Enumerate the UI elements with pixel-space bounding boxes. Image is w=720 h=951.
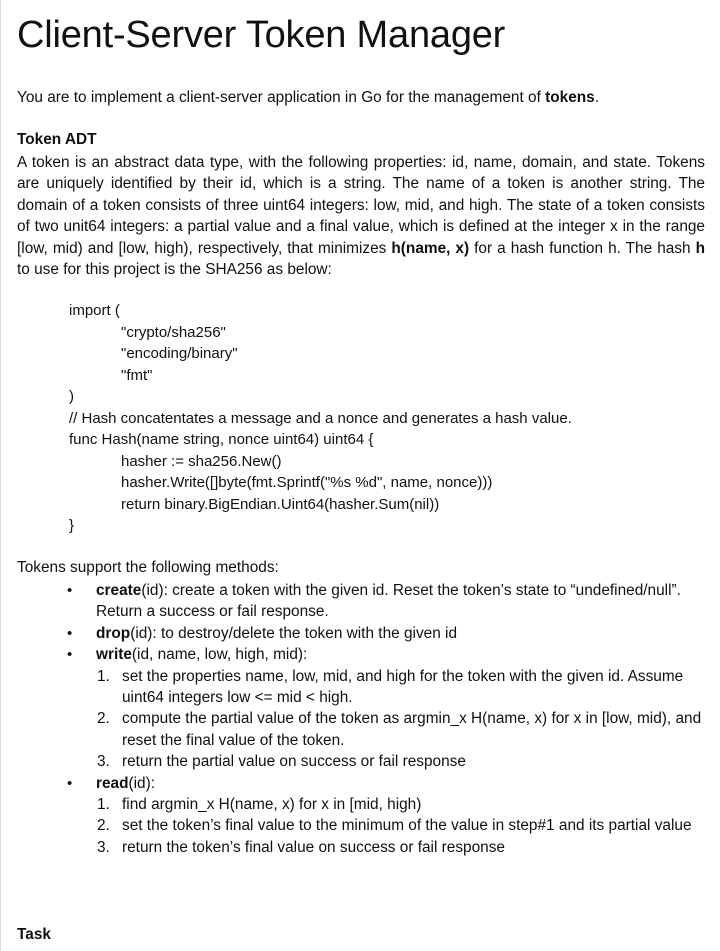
step-number: 1.	[97, 667, 110, 685]
method-description: (id, name, low, high, mid):	[131, 646, 308, 664]
bullet-icon: •	[67, 582, 73, 599]
task-heading: Task	[17, 926, 51, 943]
method-step	[17, 708, 707, 751]
method-item-read	[17, 773, 707, 794]
method-item-write	[17, 644, 707, 665]
intro-paragraph	[17, 89, 599, 107]
method-step	[17, 794, 707, 815]
method-description: (id):	[128, 774, 156, 792]
code-line: "encoding/binary"	[121, 345, 238, 362]
step-text: set the properties name, low, mid, and high for the token with the given id. Assume uint64 integers low <= mid < high.	[122, 667, 684, 707]
token-adt-heading: Token ADT	[17, 131, 97, 148]
intro-text: You are to implement a client-server application in Go for the management of	[17, 89, 546, 106]
intro-end: .	[594, 89, 600, 106]
method-step	[17, 815, 707, 836]
method-description: (id): to destroy/delete the token with the given id	[130, 624, 458, 642]
method-item-create	[17, 580, 707, 623]
token-adt-bold-2: h	[695, 239, 706, 257]
code-block	[69, 300, 572, 537]
step-text: find argmin_x H(name, x) for x in [mid, high)	[122, 796, 422, 814]
code-line: "crypto/sha256"	[121, 323, 226, 341]
step-number: 2.	[97, 817, 110, 835]
method-step	[17, 837, 707, 858]
step-number: 2.	[97, 710, 110, 728]
token-adt-bold-1: h(name, x)	[391, 239, 470, 257]
methods-intro: Tokens support the following methods:	[17, 559, 279, 576]
step-text: set the token’s final value to the minimum of the value in step#1 and its partial value	[122, 817, 692, 835]
method-description: (id): create a token with the given id. Reset the token’s state to “undefined/null”. Return a success or fail response.	[96, 582, 681, 621]
token-adt-text-2: for a hash function h. The hash	[469, 239, 696, 257]
code-line: hasher.Write([]byte(fmt.Sprintf("%s %d", name, nonce)))	[121, 474, 493, 491]
page-title: Client-Server Token Manager	[17, 14, 506, 56]
step-text: return the partial value on success or fail response	[122, 753, 466, 771]
page-left-edge	[0, 0, 1, 951]
step-number: 1.	[97, 796, 110, 814]
step-text: return the token’s final value on success or fail response	[122, 838, 505, 856]
method-step	[17, 666, 707, 709]
method-item-drop	[17, 623, 707, 644]
token-adt-paragraph	[17, 152, 705, 280]
bullet-icon: •	[67, 774, 73, 792]
bullet-icon: •	[67, 624, 73, 642]
token-adt-text-3: to use for this project is the SHA256 as below:	[17, 261, 332, 279]
step-text: compute the partial value of the token as argmin_x H(name, x) for x in [low, mid), and reset the final value of the token.	[122, 710, 702, 749]
code-line: func Hash(name string, nonce uint64) uint64 {	[69, 431, 374, 448]
method-name: write	[96, 646, 132, 664]
method-name: create	[96, 582, 142, 599]
token-adt-text-1: A token is an abstract data type, with the following properties: id, name, domain, and state. Tokens are uniquely identified by their id, which is a string. The name of a token is another string. The domain of a token consists of three uint64 integers: low, mid, and high. The state of a token consists of two unit64 integers: a partial value and a final value, which is defined at the integer x in the range [low, mid) and [low, high), respectively, that minimizes	[17, 154, 705, 257]
code-line: hasher := sha256.New()	[121, 452, 282, 470]
bullet-icon: •	[67, 646, 73, 664]
code-line: "fmt"	[121, 366, 153, 384]
method-name: drop	[96, 624, 131, 642]
method-step	[17, 751, 707, 772]
intro-bold: tokens	[545, 89, 595, 106]
code-line: return binary.BigEndian.Uint64(hasher.Sum(nil))	[121, 495, 440, 513]
code-line: import (	[69, 302, 120, 319]
code-line: // Hash concatentates a message and a nonce and generates a hash value.	[69, 409, 572, 427]
step-number: 3.	[97, 753, 110, 771]
code-line: )	[69, 388, 74, 405]
code-line: }	[69, 517, 75, 534]
step-number: 3.	[97, 838, 110, 856]
method-name: read	[96, 774, 129, 792]
methods-list	[17, 580, 707, 858]
